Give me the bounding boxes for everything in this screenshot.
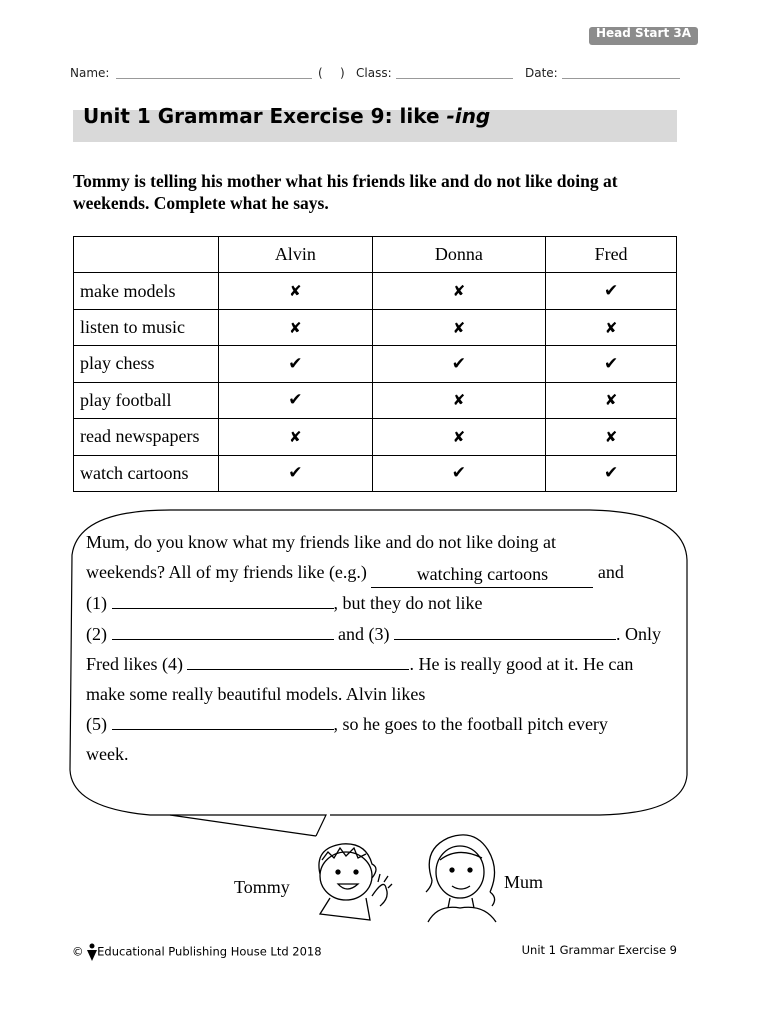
story-line: make some really beautiful models. Alvin likes xyxy=(86,684,426,705)
activity-cell: listen to music xyxy=(74,309,219,345)
answer-blank-2[interactable] xyxy=(112,625,334,640)
activity-cell: make models xyxy=(74,273,219,309)
answer-blank-1[interactable] xyxy=(112,594,334,609)
name-label: Name: xyxy=(70,66,110,80)
answer-blank-3[interactable] xyxy=(394,625,616,640)
mark-cell: ✔ xyxy=(546,455,677,491)
answer-blank-4[interactable] xyxy=(187,655,409,670)
table-header-donna: Donna xyxy=(372,237,546,273)
footer-page-ref: Unit 1 Grammar Exercise 9 xyxy=(521,943,677,957)
table-header-fred: Fred xyxy=(546,237,677,273)
mark-cell: ✘ xyxy=(546,309,677,345)
mum-illustration xyxy=(418,830,508,926)
paren-close: ) xyxy=(340,66,345,80)
mark-cell: ✘ xyxy=(372,419,546,455)
story-line: (1) , but they do not like xyxy=(86,593,483,614)
instructions: Tommy is telling his mother what his friends like and do not like doing at weekends. Complete what he says. xyxy=(73,171,618,213)
head-start-badge: Head Start 3A xyxy=(589,27,698,45)
date-label: Date: xyxy=(525,66,558,80)
story-line: week. xyxy=(86,744,129,765)
activity-cell: play football xyxy=(74,382,219,418)
table-header-alvin: Alvin xyxy=(219,237,373,273)
mark-cell: ✘ xyxy=(219,309,373,345)
story-line: Fred likes (4) . He is really good at it. He can xyxy=(86,653,634,674)
mark-cell: ✘ xyxy=(546,419,677,455)
mark-cell: ✘ xyxy=(372,273,546,309)
mark-cell: ✔ xyxy=(372,455,546,491)
class-label: Class: xyxy=(356,66,392,80)
mark-cell: ✔ xyxy=(219,382,373,418)
example-answer: watching cartoons xyxy=(371,557,593,588)
mark-cell: ✘ xyxy=(372,382,546,418)
story-line: weekends? All of my friends like (e.g.) watching cartoons and xyxy=(86,557,681,588)
mark-cell: ✘ xyxy=(219,273,373,309)
mark-cell: ✔ xyxy=(219,455,373,491)
answer-blank-5[interactable] xyxy=(112,715,334,730)
activity-cell: read newspapers xyxy=(74,419,219,455)
page-title: Unit 1 Grammar Exercise 9: like -ing xyxy=(83,104,491,128)
tommy-illustration xyxy=(300,838,396,924)
mark-cell: ✘ xyxy=(219,419,373,455)
speech-text xyxy=(86,527,681,770)
publisher-logo-icon xyxy=(87,943,97,961)
story-line: (5) , so he goes to the football pitch every xyxy=(86,714,608,735)
activity-cell: watch cartoons xyxy=(74,455,219,491)
mark-cell: ✔ xyxy=(372,346,546,382)
footer-copyright: © Educational Publishing House Ltd 2018 xyxy=(72,943,322,961)
mum-label: Mum xyxy=(504,872,544,892)
mark-cell: ✔ xyxy=(546,273,677,309)
mark-cell: ✘ xyxy=(546,382,677,418)
story-line: Mum, do you know what my friends like and do not like doing at xyxy=(86,532,556,552)
mark-cell: ✔ xyxy=(546,346,677,382)
activity-cell: play chess xyxy=(74,346,219,382)
story-line: (2) and (3) . Only xyxy=(86,623,661,644)
paren-open: ( xyxy=(318,66,323,80)
mark-cell: ✔ xyxy=(219,346,373,382)
mark-cell: ✘ xyxy=(372,309,546,345)
tommy-label: Tommy xyxy=(234,877,290,897)
